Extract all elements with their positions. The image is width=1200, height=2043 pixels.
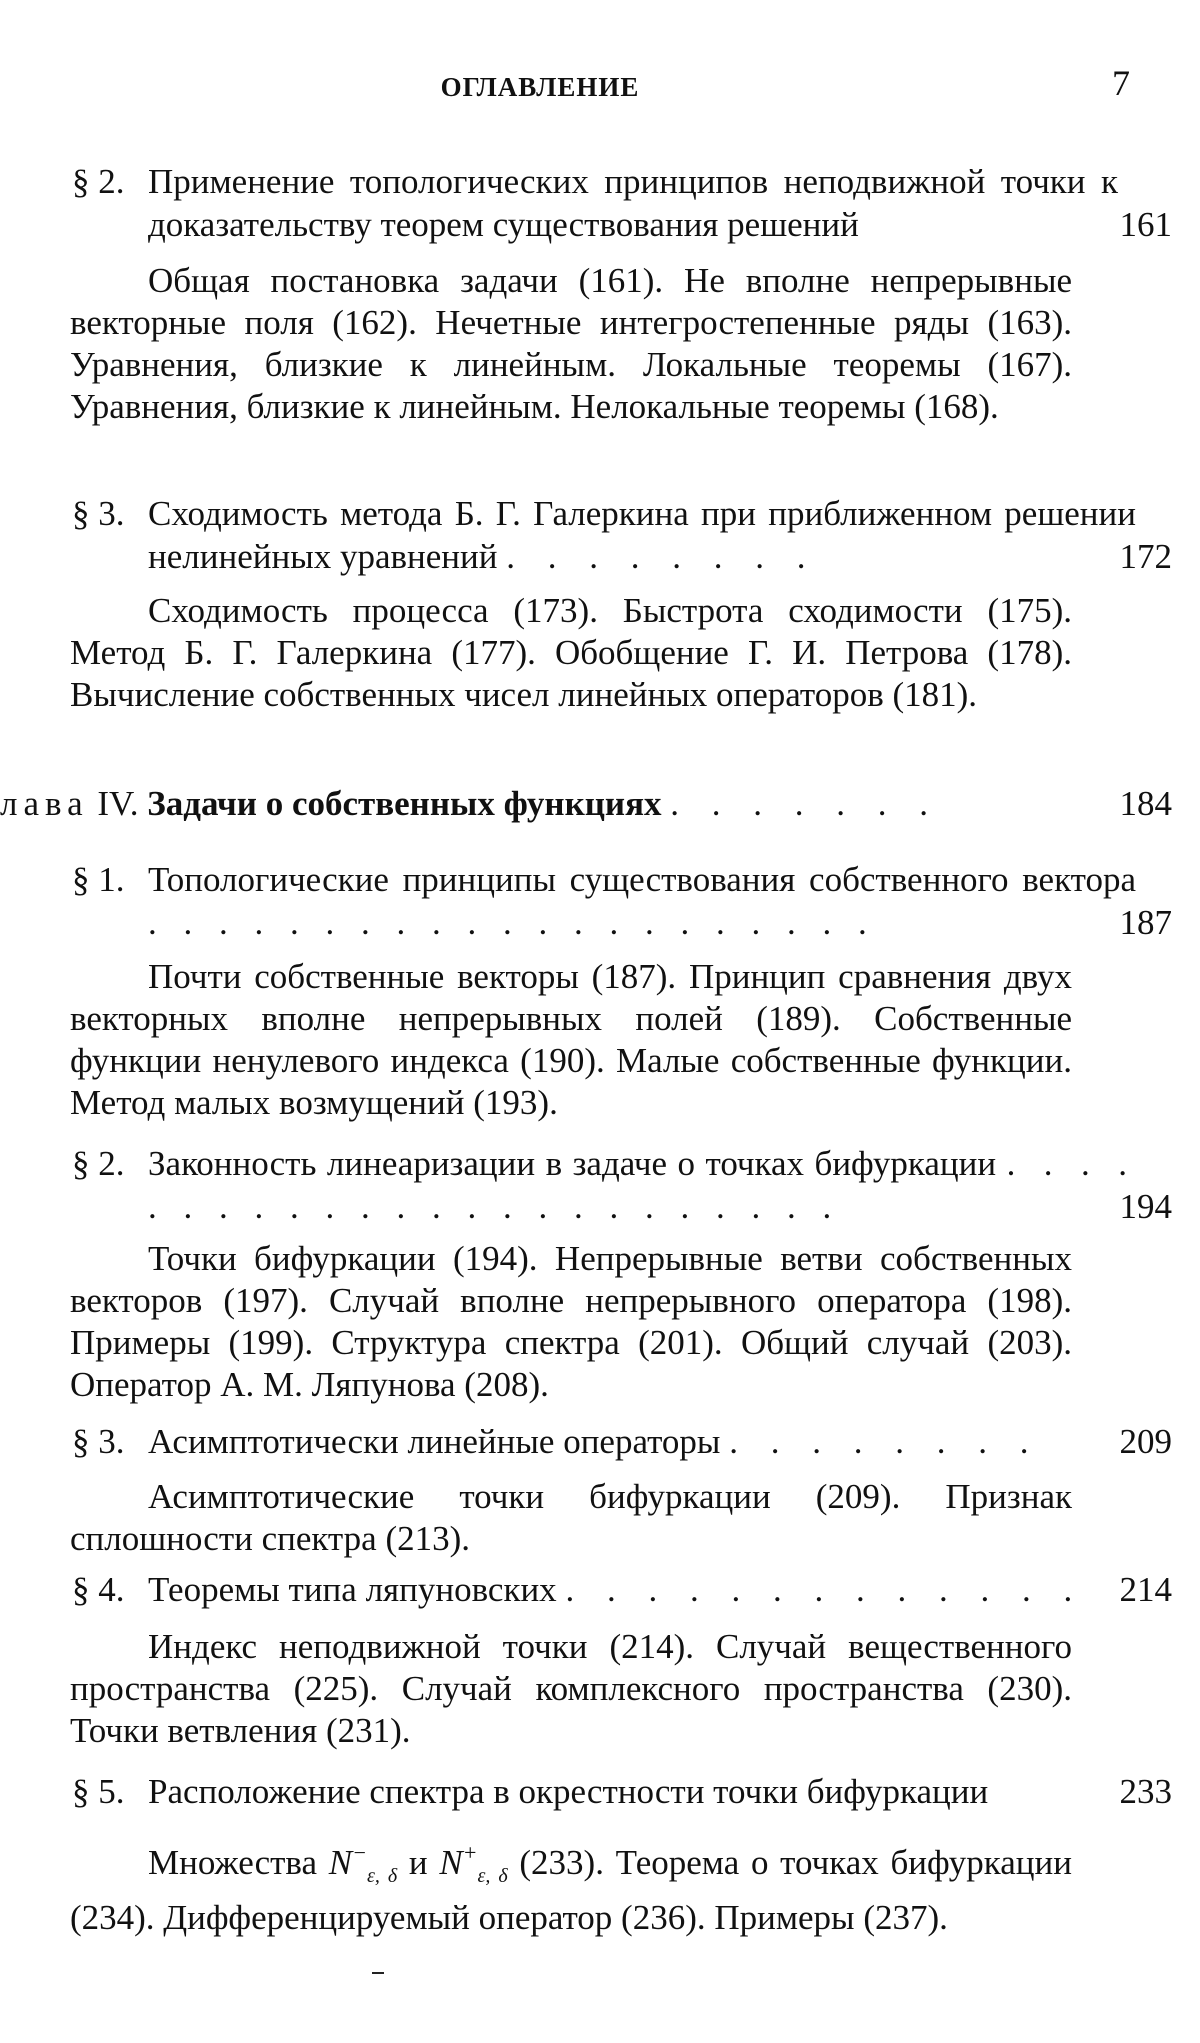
page-reference: 161 <box>1119 205 1172 244</box>
section-description: Общая постановка задачи (161). Не вполне непрерывные векторные поля (162). Нечетные интегростепенные ряды (163). Уравнения, близкие к линейным. Локальные теоремы (167). Уравнения, близкие к линейным. Нелокальные теоремы (168). <box>70 261 1072 426</box>
toc-entry-section-4-lyapunov[interactable] <box>72 1568 1172 1611</box>
section-title: Применение топологических принципов неподвижной точки к доказательству теорем существования решений <box>148 162 1118 244</box>
chapter-title: Задачи о собственных функциях <box>147 784 662 823</box>
section-description: Сходимость процесса (173). Быстрота сходимости (175). Метод Б. Г. Галеркина (177). Обобщение Г. И. Петрова (178). Вычисление собственных чисел линейных операторов (181). <box>70 591 1072 714</box>
toc-entry-section-2-linearization[interactable] <box>72 1142 1172 1228</box>
page-reference: 172 <box>1119 537 1172 576</box>
toc-entry-section-3-asymptotic[interactable] <box>72 1420 1172 1463</box>
math-symbol: N <box>439 1843 463 1882</box>
section-description: Почти собственные векторы (187). Принцип сравнения двух векторных вполне непрерывных полей (189). Собственные функции ненулевого индекса (190). Малые собственные функции. Метод малых возмущений (193). <box>70 957 1072 1122</box>
section-number: § 2. <box>72 162 125 201</box>
toc-entry-section-3-galerkin[interactable] <box>72 492 1172 578</box>
page-reference: 233 <box>1119 1772 1172 1811</box>
section-title <box>148 1420 1136 1463</box>
toc-entry-section-1-eigenvector[interactable] <box>72 858 1172 944</box>
leader-dots: . . . . . . . <box>670 784 941 823</box>
superscript-plus: + <box>462 1840 478 1865</box>
page-reference: 214 <box>1119 1570 1172 1609</box>
page-reference: 184 <box>1119 784 1172 823</box>
page-reference: 209 <box>1119 1422 1172 1461</box>
section-title: Расположение спектра в окрестности точки бифуркации <box>148 1772 989 1811</box>
conjunction: и <box>408 1843 428 1882</box>
toc-entry-chapter-4[interactable] <box>0 782 1172 825</box>
toc-entry-section-5-spectrum[interactable] <box>72 1770 1172 1813</box>
section-title <box>148 858 1136 944</box>
toc-entry-section-2-fixed-point[interactable] <box>72 160 1172 246</box>
set-n-minus <box>328 1840 398 1887</box>
leader-dots: . . . . . . . . . . . . . <box>565 1570 1085 1609</box>
superscript-minus: − <box>352 1840 367 1865</box>
section-title <box>148 1568 1136 1611</box>
running-header-title: ОГЛАВЛЕНИЕ <box>440 72 640 102</box>
section-title <box>148 1142 1136 1228</box>
chapter-label: лава <box>0 784 89 823</box>
section-description: Точки бифуркации (194). Непрерывные ветви собственных векторов (197). Случай вполне непрерывного оператора (198). Примеры (199). Структура спектра (201). Общий случай (203). Оператор А. М. Ляпунова (208). <box>70 1239 1072 1404</box>
section-number: § 5. <box>72 1772 125 1811</box>
section-description: Индекс неподвижной точки (214). Случай вещественного пространства (225). Случай комплексного пространства (230). Точки ветвления (231). <box>70 1627 1072 1750</box>
subscript: ε, δ <box>366 1865 398 1887</box>
page-reference: 187 <box>1119 903 1172 942</box>
description-lead: Множества <box>148 1843 318 1882</box>
section-title-text: Сходимость метода Б. Г. Галеркина при приближенном решении нелинейных уравнений <box>148 494 1136 576</box>
section-title-text: Асимптотически линейные операторы <box>148 1422 721 1461</box>
page-reference: 194 <box>1119 1187 1172 1226</box>
leader-dots: . . . . . . . . <box>729 1422 1041 1461</box>
section-number: § 3. <box>72 1422 125 1461</box>
section-title-text: Законность линеаризации в задаче о точках бифуркации <box>148 1144 997 1183</box>
leader-dots: . . . . . . . . . . . . . . . . . . . . . <box>148 903 876 942</box>
section-number: § 2. <box>72 1144 125 1183</box>
subscript: ε, δ <box>477 1865 508 1887</box>
print-mark <box>372 1972 384 1974</box>
section-title-text: Теоремы типа ляпуновских <box>148 1570 557 1609</box>
section-number: § 3. <box>72 494 125 533</box>
leader-dots: . . . . . . . . . . . . . . . . . . . . . . . . <box>148 1144 1137 1226</box>
page-number: 7 <box>1112 63 1130 103</box>
chapter-numeral: IV. <box>97 784 139 823</box>
leader-dots: . . . . . . . . <box>506 537 818 576</box>
math-symbol: N <box>328 1843 353 1882</box>
section-number: § 1. <box>72 860 125 899</box>
section-description: Асимптотические точки бифуркации (209). Признак сплошности спектра (213). <box>70 1477 1072 1558</box>
set-n-plus <box>439 1840 508 1887</box>
section-description <box>70 1832 1072 1939</box>
section-title-text: Топологические принципы существования собственного вектора <box>148 860 1136 899</box>
section-title <box>148 492 1136 578</box>
section-number: § 4. <box>72 1570 125 1609</box>
description-rest: (233). Теорема о точках бифуркации (234). Дифференцируемый оператор (236). Примеры (237). <box>70 1843 1072 1937</box>
